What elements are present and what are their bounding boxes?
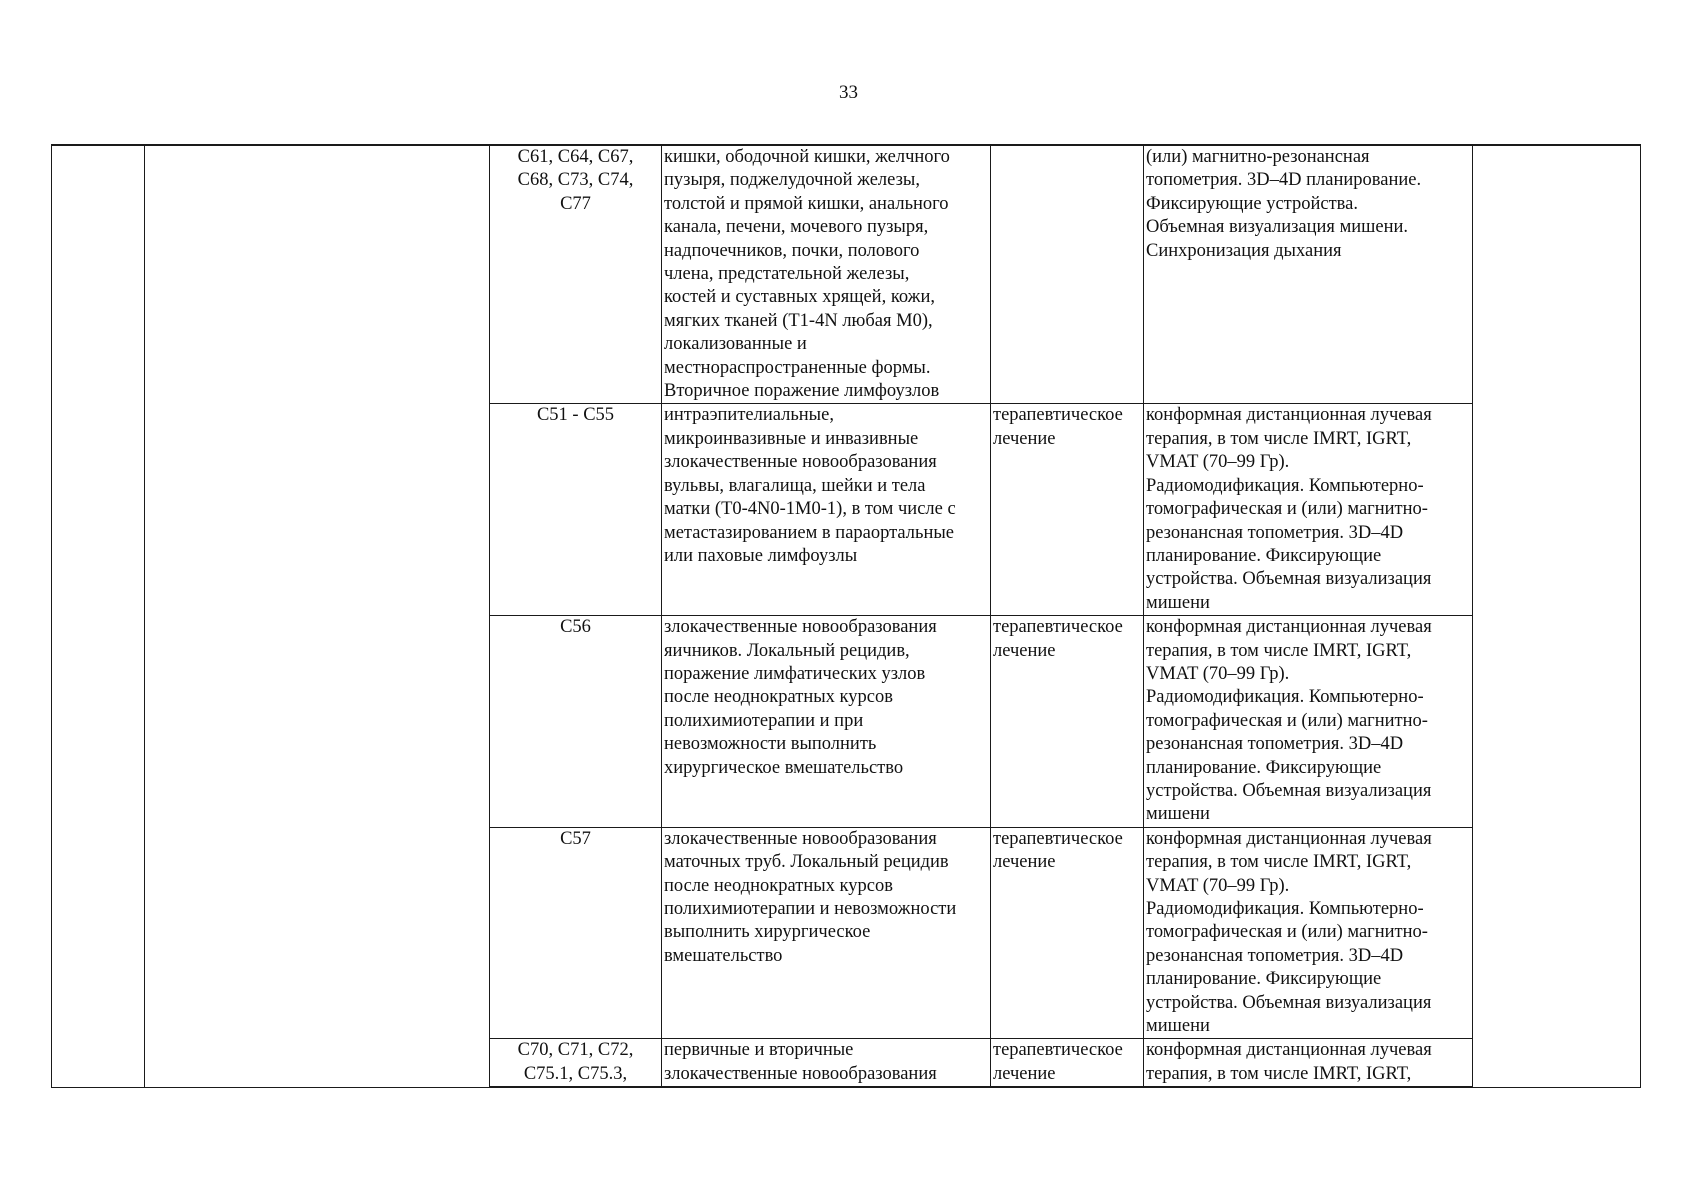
treatment-method-cell: конформная дистанционная лучевая терапия, в том числе IMRT, IGRT, xyxy=(1144,1039,1473,1087)
treatment-method-cell: конформная дистанционная лучевая терапия, в том числе IMRT, IGRT, VMAT (70–99 Гр). Радиомодификация. Компьютерно- томографическая и (или) магнитно- резонансная топометрия. 3D–4D планирование. Фиксирующие устройства. Объемная визуализация мишени xyxy=(1144,616,1473,828)
treatment-type-cell xyxy=(991,145,1144,404)
treatment-table xyxy=(51,144,1641,1088)
icd-codes-cell: C56 xyxy=(490,616,662,828)
icd-codes-cell: C61, C64, C67, C68, C73, C74, C77 xyxy=(490,145,662,404)
page-number: 33 xyxy=(839,82,858,103)
diagnosis-cell: первичные и вторичные злокачественные новообразования xyxy=(662,1039,991,1087)
treatment-type-cell: терапевтическое лечение xyxy=(991,1039,1144,1087)
icd-codes-cell: C57 xyxy=(490,827,662,1039)
treatment-type-cell: терапевтическое лечение xyxy=(991,827,1144,1039)
treatment-method-cell: (или) магнитно-резонансная топометрия. 3D–4D планирование. Фиксирующие устройства. Объемная визуализация мишени. Синхронизация дыхания xyxy=(1144,145,1473,404)
group-name-cell xyxy=(145,145,490,1087)
diagnosis-cell: злокачественные новообразования маточных труб. Локальный рецидив после неоднократных курсов полихимиотерапии и невозможности выполнить хирургическое вмешательство xyxy=(662,827,991,1039)
diagnosis-cell: злокачественные новообразования яичников. Локальный рецидив, поражение лимфатических узлов после неоднократных курсов полихимиотерапии и при невозможности выполнить хирургическое вмешательство xyxy=(662,616,991,828)
table-row xyxy=(52,145,1641,404)
treatment-method-cell: конформная дистанционная лучевая терапия, в том числе IMRT, IGRT, VMAT (70–99 Гр). Радиомодификация. Компьютерно- томографическая и (или) магнитно- резонансная топометрия. 3D–4D планирование. Фиксирующие устройства. Объемная визуализация мишени xyxy=(1144,404,1473,616)
diagnosis-cell: кишки, ободочной кишки, желчного пузыря, поджелудочной железы, толстой и прямой кишки, анального канала, печени, мочевого пузыря, надпочечников, почки, полового члена, предстательной железы, костей и суставных хрящей, кожи, мягких тканей (T1-4N любая M0), локализованные и местнораспространенные формы. Вторичное поражение лимфоузлов xyxy=(662,145,991,404)
diagnosis-cell: интраэпителиальные, микроинвазивные и инвазивные злокачественные новообразования вульвы, влагалища, шейки и тела матки (T0-4N0-1M0-1), в том числе с метастазированием в параортальные или паховые лимфоузлы xyxy=(662,404,991,616)
treatment-method-cell: конформная дистанционная лучевая терапия, в том числе IMRT, IGRT, VMAT (70–99 Гр). Радиомодификация. Компьютерно- томографическая и (или) магнитно- резонансная топометрия. 3D–4D планирование. Фиксирующие устройства. Объемная визуализация мишени xyxy=(1144,827,1473,1039)
icd-codes-cell: C70, C71, C72, C75.1, C75.3, xyxy=(490,1039,662,1087)
group-number-cell xyxy=(52,145,145,1087)
treatment-type-cell: терапевтическое лечение xyxy=(991,404,1144,616)
norm-cell xyxy=(1473,145,1641,1087)
icd-codes-cell: C51 - C55 xyxy=(490,404,662,616)
treatment-type-cell: терапевтическое лечение xyxy=(991,616,1144,828)
